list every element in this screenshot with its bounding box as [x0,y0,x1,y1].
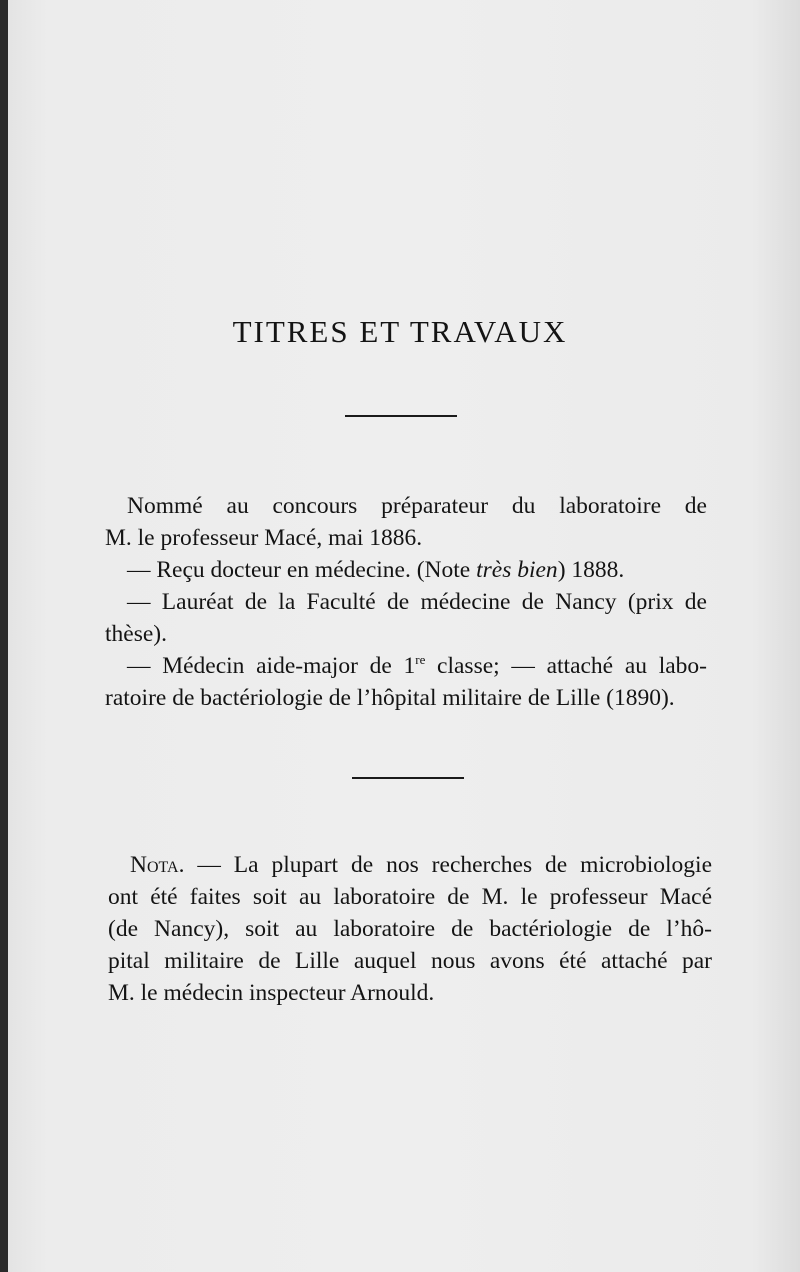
text-line-content: ratoire de bactériologie de l’hôpital militaire de Lille (1890). [105,685,675,711]
text-line [108,945,712,977]
titles-paragraph [105,490,707,714]
text-line-content: M. le médecin inspecteur Arnould. [108,980,435,1006]
text-line-content: classe; — attaché au labo- [425,653,707,679]
emphasis-text: très bien [476,557,558,583]
section-divider [352,777,464,779]
text-line-content: ont été faites soit au laboratoire de M. le professeur Macé [108,884,712,910]
text-line-content: — Reçu docteur en médecine. (Note [127,557,477,583]
page-title: TITRES ET TRAVAUX [232,314,568,349]
superscript-text: re [415,652,426,668]
text-line [105,650,707,682]
text-line [105,586,707,618]
text-line [105,618,707,650]
text-line-content: — La plupart de nos recherches de microbiologie [184,852,712,878]
text-line-content: thèse). [105,621,167,647]
text-line [108,977,712,1009]
text-line [108,849,712,881]
text-line-content: (de Nancy), soit au laboratoire de bactériologie de l’hô- [108,916,712,942]
text-line [105,522,707,554]
text-line [105,682,707,714]
text-line-content: — Lauréat de la Faculté de médecine de Nancy (prix de [127,589,707,615]
nota-label: Nota. [130,852,185,878]
nota-paragraph [108,849,712,1009]
text-line-content: — Médecin aide-major de 1 [127,653,416,679]
text-line [108,881,712,913]
text-line [105,554,707,586]
text-line-content: ) 1888. [557,557,625,583]
title-divider [345,415,457,417]
text-line [108,913,712,945]
text-line [105,490,707,522]
text-line-content: pital militaire de Lille auquel nous avons été attaché par [108,948,712,974]
text-line-content: M. le professeur Macé, mai 1886. [105,525,423,551]
text-line-content: Nommé au concours préparateur du laboratoire de [127,493,707,519]
page-edge-shadow [0,0,8,1272]
